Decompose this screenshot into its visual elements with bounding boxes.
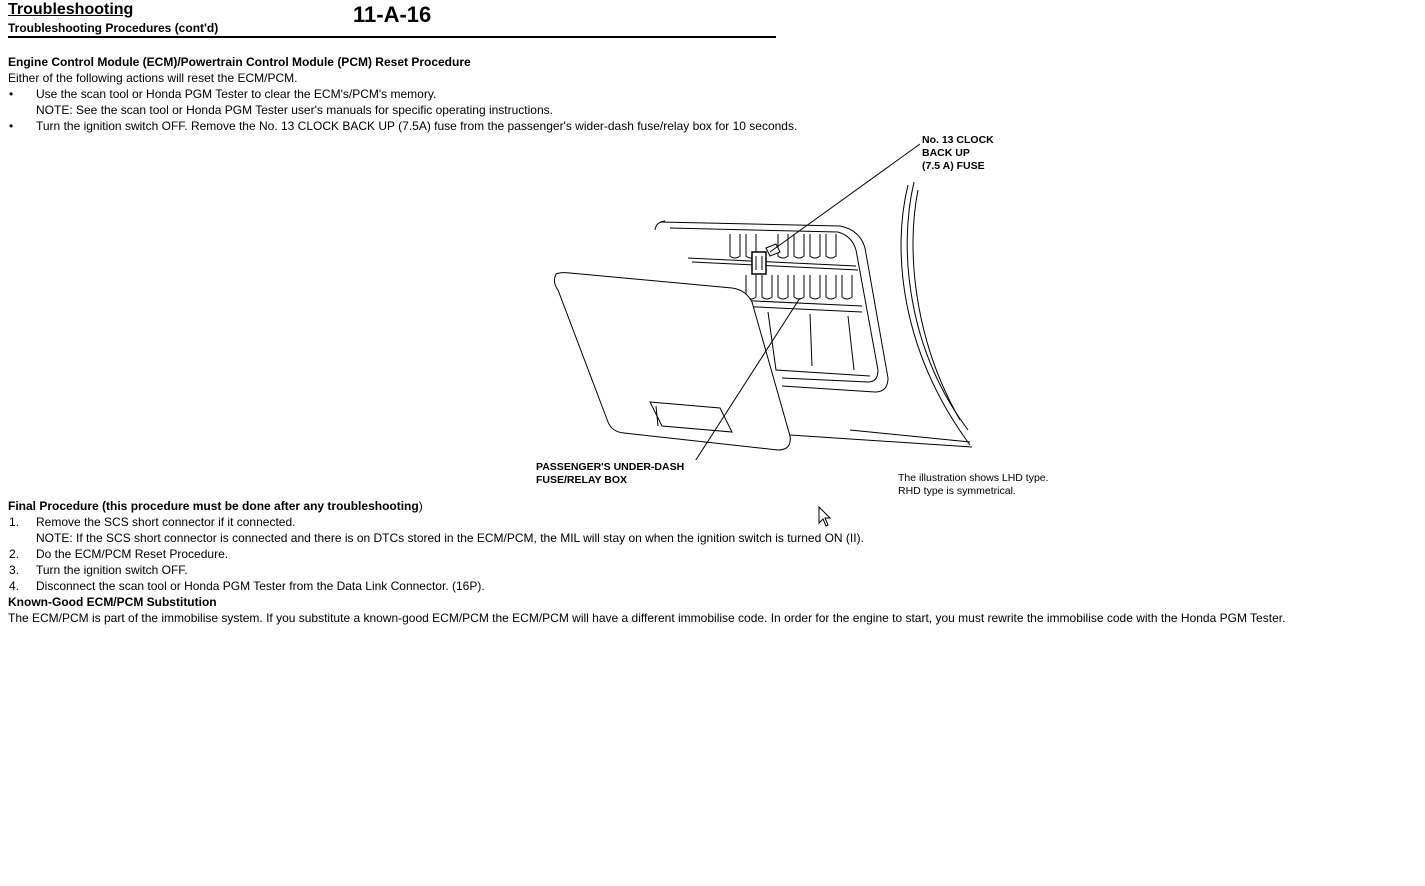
section-subtitle: Troubleshooting Procedures (cont'd) xyxy=(8,21,219,35)
fuse-box-illustration xyxy=(520,130,1000,460)
step-number: 2. xyxy=(9,547,20,561)
reset-note-1: NOTE: See the scan tool or Honda PGM Tester user's manuals for specific operating instructions. xyxy=(36,103,553,117)
page-number: 11-A-16 xyxy=(353,2,432,27)
fuse-label-line-2: BACK UP xyxy=(922,147,970,159)
step-text: Disconnect the scan tool or Honda PGM Tester from the Data Link Connector. (16P). xyxy=(36,579,485,593)
bullet-mark: • xyxy=(9,87,14,101)
step-text: Do the ECM/PCM Reset Procedure. xyxy=(36,547,229,561)
bullet-mark: • xyxy=(9,119,14,133)
section-title: Troubleshooting xyxy=(8,1,134,18)
final-heading xyxy=(8,498,423,514)
figure-note-line-1: The illustration shows LHD type. xyxy=(898,472,1049,484)
step-number: 4. xyxy=(9,579,20,593)
figure-note-line-2: RHD type is symmetrical. xyxy=(898,485,1016,497)
final-heading-bold: Final Procedure (this procedure must be done after any troubleshooting xyxy=(8,499,419,513)
header-rule xyxy=(8,36,776,38)
final-note: NOTE: If the SCS short connector is connected and there is on DTCs stored in the ECM/PCM, the MIL will stay on when the ignition switch is turned ON (II). xyxy=(36,531,864,545)
step-number: 3. xyxy=(9,563,20,577)
mouse-pointer-icon xyxy=(818,506,832,528)
box-label-line-1: PASSENGER'S UNDER-DASH xyxy=(536,461,685,473)
reset-bullet-2: Turn the ignition switch OFF. Remove the No. 13 CLOCK BACK UP (7.5A) fuse from the passenger's wider-dash fuse/relay box for 10 seconds. xyxy=(36,119,798,133)
fuse-label-line-3: (7.5 A) FUSE xyxy=(922,160,985,172)
fuse-row-upper xyxy=(730,234,836,258)
step-text: Remove the SCS short connector if it connected. xyxy=(36,515,296,529)
fuse-label-line-1: No. 13 CLOCK xyxy=(922,134,994,146)
final-heading-tail: ) xyxy=(418,499,423,513)
substitution-heading: Known-Good ECM/PCM Substitution xyxy=(8,595,217,609)
step-number: 1. xyxy=(9,515,20,529)
reset-heading: Engine Control Module (ECM)/Powertrain Control Module (PCM) Reset Procedure xyxy=(8,55,471,69)
fuse-row-lower xyxy=(746,275,852,299)
step-text: Turn the ignition switch OFF. xyxy=(36,563,188,577)
substitution-text: The ECM/PCM is part of the immobilise system. If you substitute a known-good ECM/PCM the ECM/PCM will have a different immobilise code. In order for the engine to start, you must rewrite the immobilise code with the Honda PGM Tester. xyxy=(8,611,1286,625)
reset-bullet-1: Use the scan tool or Honda PGM Tester to clear the ECM's/PCM's memory. xyxy=(36,87,437,101)
box-label-line-2: FUSE/RELAY BOX xyxy=(536,474,628,486)
reset-intro: Either of the following actions will reset the ECM/PCM. xyxy=(8,71,298,85)
